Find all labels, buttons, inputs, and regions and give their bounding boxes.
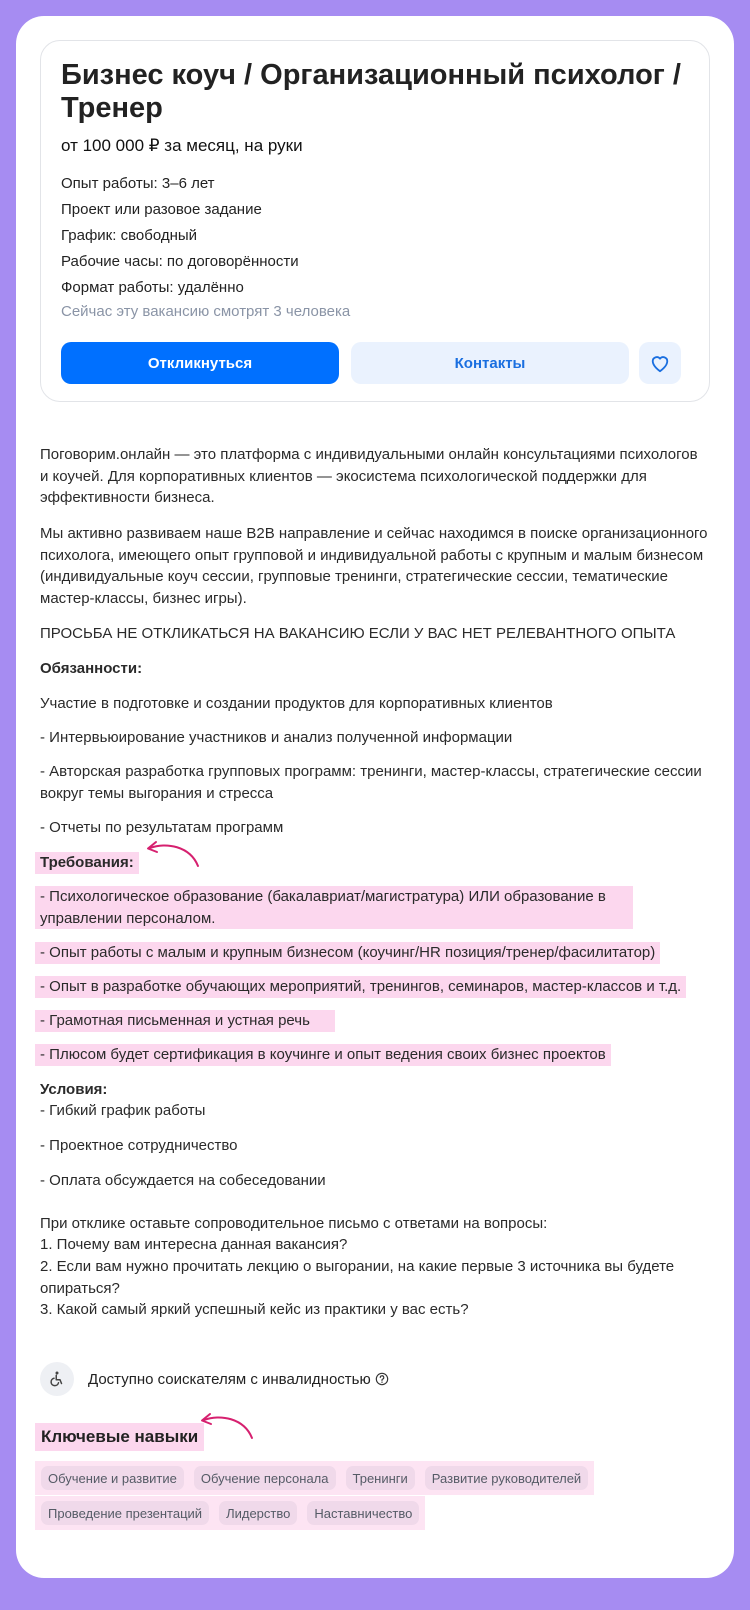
question-item: 3. Какой самый яркий успешный кейс из практики у вас есть? bbox=[40, 1301, 469, 1318]
duty-item: - Отчеты по результатам программ bbox=[40, 819, 284, 836]
requirement-item: - Психологическое образование (бакалавриат/магистратура) ИЛИ образование в управлении персоналом. bbox=[35, 886, 633, 929]
skills-title: Ключевые навыки bbox=[35, 1423, 204, 1451]
intro-paragraph: Поговорим.онлайн — это платформа с индивидуальными онлайн консультациями психологов и коучей. Для корпоративных клиентов — экосистема психологической поддержки для эффективности бизнеса. bbox=[40, 446, 698, 506]
working-hours: Рабочие часы: по договорённости bbox=[61, 253, 299, 270]
skills-row bbox=[35, 1496, 425, 1530]
question-item: 2. Если вам нужно прочитать лекцию о выгорании, на какие первые 3 источника вы будете опираться? bbox=[40, 1258, 675, 1297]
b2b-paragraph: Мы активно развиваем наше B2B направление и сейчас находимся в поиске организационного психолога, имеющего опыт групповой и индивидуальной работы с крупным и малым бизнесом (индивидуальные коуч сессии, групповые тренинги, стратегические сессии, тематические мастер-классы, бизнес игры). bbox=[40, 525, 708, 607]
accessibility-badge bbox=[40, 1362, 389, 1396]
skill-tag[interactable]: Развитие руководителей bbox=[425, 1466, 588, 1490]
work-format: Формат работы: удалённо bbox=[61, 279, 244, 296]
requirements-title: Требования: bbox=[35, 852, 139, 874]
skill-tag[interactable]: Наставничество bbox=[307, 1501, 419, 1525]
condition-item: - Проектное сотрудничество bbox=[40, 1137, 238, 1154]
conditions-title: Условия: bbox=[40, 1081, 108, 1098]
skill-tag[interactable]: Обучение персонала bbox=[194, 1466, 336, 1490]
viewers-count: Сейчас эту вакансию смотрят 3 человека bbox=[61, 303, 351, 320]
requirement-item: - Опыт работы с малым и крупным бизнесом (коучинг/HR позиция/тренер/фасилитатор) bbox=[35, 942, 660, 964]
duty-item: - Авторская разработка групповых программ: тренинги, мастер-классы, стратегические сессии вокруг темы выгорания и стресса bbox=[40, 763, 702, 802]
skill-tag[interactable]: Проведение презентаций bbox=[41, 1501, 209, 1525]
apply-button[interactable]: Откликнуться bbox=[61, 342, 339, 384]
salary: от 100 000 ₽ за месяц, на руки bbox=[61, 136, 303, 155]
employment-type: Проект или разовое задание bbox=[61, 201, 262, 218]
requirement-item: - Плюсом будет сертификация в коучинге и опыт ведения своих бизнес проектов bbox=[35, 1044, 611, 1066]
duty-item: Участие в подготовке и создании продуктов для корпоративных клиентов bbox=[40, 695, 553, 712]
skill-tag[interactable]: Обучение и развитие bbox=[41, 1466, 184, 1490]
contacts-button[interactable]: Контакты bbox=[351, 342, 629, 384]
favorite-button[interactable] bbox=[639, 342, 681, 384]
schedule: График: свободный bbox=[61, 227, 198, 244]
accessibility-text: Доступно соискателям с инвалидностью bbox=[88, 1370, 371, 1388]
warning-paragraph: ПРОСЬБА НЕ ОТКЛИКАТЬСЯ НА ВАКАНСИЮ ЕСЛИ У ВАС НЕТ РЕЛЕВАНТНОГО ОПЫТА bbox=[40, 625, 676, 642]
vacancy-card bbox=[16, 16, 734, 1578]
arrow-annotation-icon bbox=[142, 840, 204, 870]
help-icon[interactable] bbox=[375, 1372, 389, 1386]
arrow-annotation-icon bbox=[196, 1412, 258, 1442]
skills-row bbox=[35, 1461, 594, 1495]
duties-title: Обязанности: bbox=[40, 660, 143, 677]
question-intro: При отклике оставьте сопроводительное письмо с ответами на вопросы: bbox=[40, 1215, 548, 1232]
question-item: 1. Почему вам интересна данная вакансия? bbox=[40, 1236, 348, 1253]
condition-item: - Гибкий график работы bbox=[40, 1102, 206, 1119]
requirement-item: - Опыт в разработке обучающих мероприятий, тренингов, семинаров, мастер-классов и т.д. bbox=[35, 976, 686, 998]
skill-tag[interactable]: Тренинги bbox=[346, 1466, 415, 1490]
condition-item: - Оплата обсуждается на собеседовании bbox=[40, 1172, 326, 1189]
vacancy-title: Бизнес коуч / Организационный психолог / Тренер bbox=[61, 59, 681, 124]
experience: Опыт работы: 3–6 лет bbox=[61, 175, 215, 192]
vacancy-header-card bbox=[40, 40, 710, 402]
duty-item: - Интервьюирование участников и анализ полученной информации bbox=[40, 729, 513, 746]
skill-tag[interactable]: Лидерство bbox=[219, 1501, 297, 1525]
wheelchair-icon bbox=[40, 1362, 74, 1396]
requirement-item: - Грамотная письменная и устная речь bbox=[35, 1010, 335, 1032]
heart-icon bbox=[649, 353, 671, 373]
